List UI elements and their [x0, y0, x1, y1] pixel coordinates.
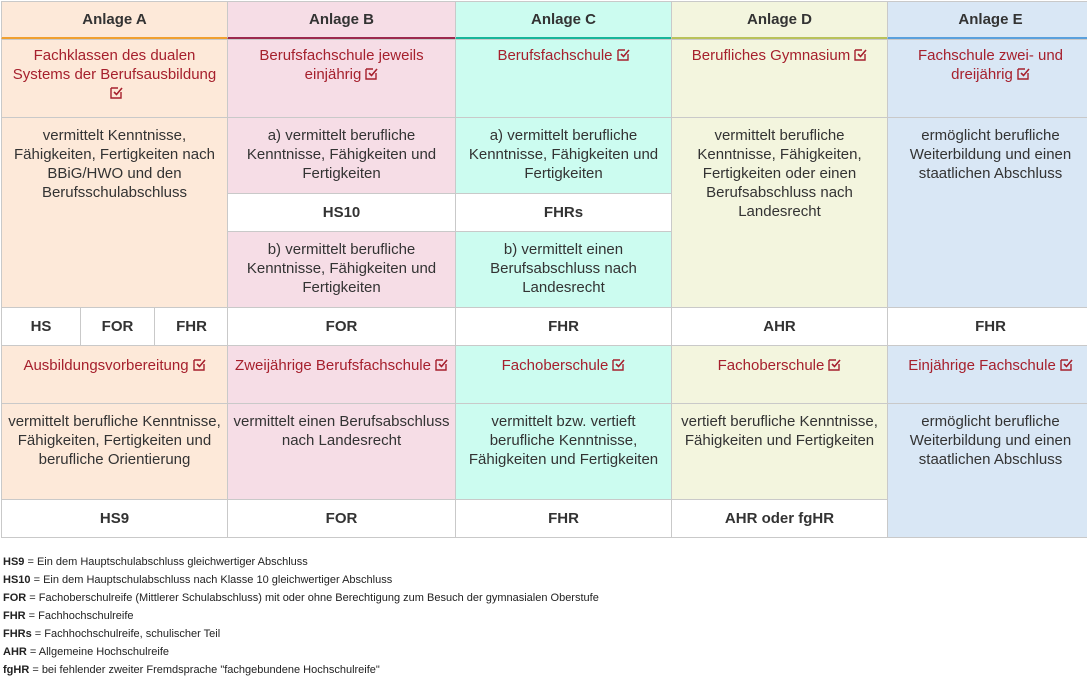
link-label: Zweijährige Berufsfachschule — [235, 357, 431, 374]
d1-grade: AHR — [671, 307, 888, 346]
cell-e2-link — [887, 345, 1087, 404]
external-edit-icon — [110, 86, 123, 99]
e2-description: ermöglicht berufliche Weiterbildung und einen staatlichen Abschluss — [887, 403, 1087, 538]
link-label: Fachklassen des dualen Systems der Berufsausbildung — [12, 47, 217, 83]
link-einjaehrige-fachschule[interactable] — [908, 357, 1073, 374]
a1-grades — [1, 307, 228, 346]
legend-abbr: FHR — [3, 610, 26, 622]
external-edit-icon — [365, 67, 378, 80]
header-anlage-b: Anlage B — [227, 1, 456, 40]
b1-grade-a: HS10 — [227, 193, 456, 232]
a1-description: vermittelt Kenntnisse, Fähigkeiten, Fertigkeiten nach BBiG/HWO und den Berufsschulabschluss — [1, 117, 228, 308]
external-edit-icon — [612, 358, 625, 371]
legend-item — [3, 571, 599, 589]
link-label: Fachoberschule — [501, 357, 609, 374]
external-edit-icon — [193, 358, 206, 371]
link-label: Berufliches Gymnasium — [691, 47, 851, 64]
a2-grade: HS9 — [1, 499, 228, 538]
header-anlage-e: Anlage E — [887, 1, 1087, 40]
external-edit-icon — [1017, 67, 1030, 80]
link-label: Ausbildungsvorbereitung — [23, 357, 189, 374]
external-edit-icon — [435, 358, 448, 371]
link-berufliches-gymnasium[interactable] — [692, 47, 867, 64]
cell-a1-link — [1, 39, 228, 118]
d2-grade: AHR oder fgHR — [671, 499, 888, 538]
b2-description: vermittelt einen Berufsabschluss nach Landesrecht — [227, 403, 456, 500]
schooltype-table — [2, 2, 1086, 538]
b2-grade: FOR — [227, 499, 456, 538]
external-edit-icon — [1060, 358, 1073, 371]
legend-text: = bei fehlender zweiter Fremdsprache "fachgebundene Hochschulreife" — [29, 664, 380, 676]
legend-text: = Allgemeine Hochschulreife — [26, 646, 170, 658]
b1-description-b: b) vermittelt berufliche Kenntnisse, Fähigkeiten und Fertigkeiten — [227, 231, 456, 308]
b1-description-a: a) vermittelt berufliche Kenntnisse, Fähigkeiten und Fertigkeiten — [227, 117, 456, 194]
link-label: Berufsfachschule jeweils einjährig — [259, 47, 424, 83]
external-edit-icon — [854, 48, 867, 61]
external-edit-icon — [828, 358, 841, 371]
legend-text: = Fachhochschulreife, schulischer Teil — [31, 628, 221, 640]
abbreviation-legend — [3, 553, 599, 679]
c1-grade-a: FHRs — [455, 193, 672, 232]
c1-description-b: b) vermittelt einen Berufsabschluss nach Landesrecht — [455, 231, 672, 308]
e1-grade: FHR — [887, 307, 1087, 346]
legend-text: = Fachhochschulreife — [25, 610, 134, 622]
link-berufsfachschule[interactable] — [497, 47, 629, 64]
a1-grade-fhr: FHR — [176, 318, 207, 335]
header-anlage-c: Anlage C — [455, 1, 672, 40]
d2-description: vertieft berufliche Kenntnisse, Fähigkeiten und Fertigkeiten — [671, 403, 888, 500]
legend-item — [3, 607, 599, 625]
legend-abbr: HS9 — [3, 556, 25, 568]
legend-text: = Ein dem Hauptschulabschluss gleichwertiger Abschluss — [24, 556, 308, 568]
d1-description: vermittelt berufliche Kenntnisse, Fähigkeiten, Fertigkeiten oder einen Berufsabschluss nach Landesrecht — [671, 117, 888, 308]
link-label: Berufsfachschule — [497, 47, 613, 64]
link-ausbildungsvorbereitung[interactable] — [23, 357, 205, 374]
a2-description: vermittelt berufliche Kenntnisse, Fähigkeiten, Fertigkeiten und berufliche Orientierung — [1, 403, 228, 500]
cell-e1-link — [887, 39, 1087, 118]
c2-description: vermittelt bzw. vertieft berufliche Kenntnisse, Fähigkeiten und Fertigkeiten — [455, 403, 672, 500]
legend-abbr: fgHR — [3, 664, 30, 676]
link-label: Fachoberschule — [717, 357, 825, 374]
c1-description-a: a) vermittelt berufliche Kenntnisse, Fähigkeiten und Fertigkeiten — [455, 117, 672, 194]
b1-grade: FOR — [227, 307, 456, 346]
link-fachoberschule-d[interactable] — [718, 357, 842, 374]
c2-grade: FHR — [455, 499, 672, 538]
a1-grade-hs: HS — [2, 308, 81, 345]
legend-text: = Fachoberschulreife (Mittlerer Schulabschluss) mit oder ohne Berechtigung zum Besuch der gymnasialen Oberstufe — [26, 592, 599, 604]
cell-d2-link — [671, 345, 888, 404]
cell-c2-link — [455, 345, 672, 404]
e1-description: ermöglicht berufliche Weiterbildung und einen staatlichen Abschluss — [887, 117, 1087, 308]
legend-item — [3, 589, 599, 607]
link-berufsfachschule-einjaehrig[interactable] — [259, 47, 423, 83]
a1-grade-for: FOR — [81, 308, 155, 345]
legend-item — [3, 625, 599, 643]
legend-abbr: HS10 — [3, 574, 31, 586]
legend-abbr: AHR — [3, 646, 27, 658]
legend-text: = Ein dem Hauptschulabschluss nach Klasse 10 gleichwertiger Abschluss — [30, 574, 393, 586]
link-fachoberschule-c[interactable] — [502, 357, 626, 374]
link-zweijaehrige-berufsfachschule[interactable] — [235, 357, 448, 374]
legend-abbr: FHRs — [3, 628, 32, 640]
legend-item — [3, 643, 599, 661]
legend-item — [3, 661, 599, 679]
link-label: Fachschule zwei- und dreijährig — [917, 47, 1064, 83]
legend-abbr: FOR — [3, 592, 27, 604]
header-anlage-d: Anlage D — [671, 1, 888, 40]
cell-b2-link — [227, 345, 456, 404]
c1-grade: FHR — [455, 307, 672, 346]
link-fachklassen-dual[interactable] — [13, 47, 216, 102]
cell-a2-link — [1, 345, 228, 404]
cell-c1-link — [455, 39, 672, 118]
cell-b1-link — [227, 39, 456, 118]
link-fachschule-zweijaehrig[interactable] — [918, 47, 1063, 83]
external-edit-icon — [617, 48, 630, 61]
legend-item — [3, 553, 599, 571]
cell-d1-link — [671, 39, 888, 118]
header-anlage-a: Anlage A — [1, 1, 228, 40]
link-label: Einjährige Fachschule — [908, 357, 1056, 374]
